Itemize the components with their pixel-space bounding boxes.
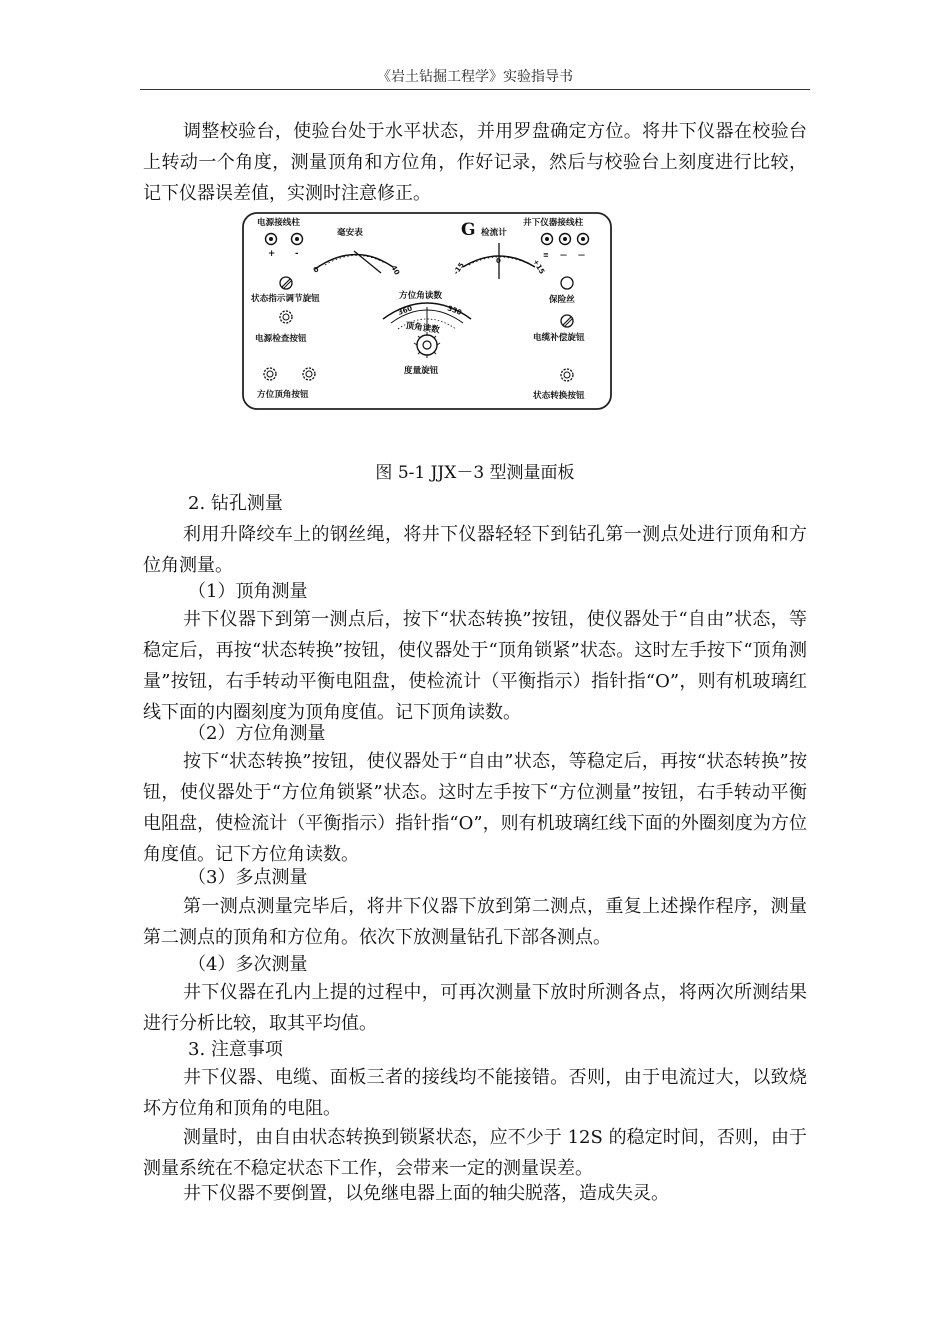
cable-comp-knob-icon [561, 315, 573, 327]
fuse-icon [561, 277, 573, 289]
section2-intro: 利用升降绞车上的钢丝绳，将井下仪器轻轻下到钻孔第一测点处进行顶角和方位角测量。 [143, 524, 807, 576]
subsection2-heading: （2）方位角测量 [188, 723, 326, 744]
status-adjust-knob-label: 状态指示调节旋钮 [251, 294, 320, 304]
terminal-symbol-3: — [578, 251, 585, 259]
downhole-terminal-label: 井下仪器接线柱 [523, 218, 584, 228]
azimuth-button-gear-icon [264, 368, 276, 380]
terminal-symbol-1: ≡ [543, 251, 549, 259]
power-check-gear-icon [280, 311, 292, 323]
galv-right-label: +15 [531, 258, 547, 276]
power-terminal-label: 电源接线柱 [257, 218, 300, 228]
section3-paragraph-3: 井下仪器不要倒置，以免继电器上面的轴尖脱落，造成失灵。 [183, 1183, 669, 1204]
subsection1-text: 井下仪器下到第一测点后，按下“状态转换”按钮，使仪器处于“自由”状态，等稳定后，再按“状态转换”按钮，使仪器处于“顶角锁紧”状态。这时左手按下“顶角测量”按钮，右手转动平衡电阻盘，使检流计（平衡指示）指针指“O”，则有机玻璃红线下面的内圈刻度为顶角度值。记下顶角读数。 [143, 609, 807, 723]
terminal-symbol-2: — [560, 251, 567, 259]
subsection3-heading: （3）多点测量 [188, 867, 308, 888]
status-adjust-knob-icon [280, 277, 292, 289]
subsection4-heading: （4）多次测量 [188, 954, 308, 975]
galv-left-label: -15 [452, 261, 466, 277]
galvanometer-g: G [461, 220, 476, 240]
intro-paragraph: 调整校验台，使验台处于水平状态，并用罗盘确定方位。将井下仪器在校验台上转动一个角度，测量顶角和方位角，作好记录，然后与校验台上刻度进行比较，记下仪器误差值，实测时注意修正。 [143, 121, 807, 204]
azimuth-reading-label: 方位角读数 [399, 291, 442, 301]
subsection3-text: 第一测点测量完毕后，将井下仪器下放到第二测点，重复上述操作程序，测量第二测点的顶角和方位角。依次下放测量钻孔下部各测点。 [143, 896, 807, 948]
scale-label-right: 330 [446, 304, 463, 317]
section3-paragraph-1: 井下仪器、电缆、面板三者的接线均不能接错。否则，由于电流过大，以致烧坏方位角和顶角的电阻。 [143, 1067, 807, 1119]
running-header: 《岩土钻掘工程学》实验指导书 [377, 69, 573, 85]
milliammeter-dial [315, 251, 393, 273]
cable-comp-knob-label: 电缆补偿旋钮 [533, 333, 585, 343]
scale-label-left: 360 [396, 304, 414, 317]
figure-caption: 图 5-1 JJX－3 型测量面板 [375, 463, 575, 483]
subsection2-text: 按下“状态转换”按钮，使仪器处于“自由”状态，等稳定后，再按“状态转换”按钮，使仪器处于“方位角锁紧”状态。这时左手按下“方位测量”按钮，右手转动平衡电阻盘，使检流计（平衡指示）指针指“O”，则有机玻璃红线下面的外圈刻度为方位角度值。记下方位角读数。 [143, 751, 807, 865]
downhole-terminal-posts [542, 234, 589, 245]
plus-sign: + [268, 249, 276, 259]
power-terminal-posts [266, 234, 303, 245]
status-switch-gear-icon [561, 369, 573, 381]
section3-heading: 3. 注意事项 [188, 1039, 283, 1060]
meter-max-label: 40 [389, 264, 402, 277]
azimuth-incl-button-label: 方位顶角按钮 [257, 390, 309, 400]
section2-heading: 2. 钻孔测量 [188, 493, 283, 514]
minus-sign: - [295, 249, 299, 259]
inclination-button-gear-icon [303, 368, 315, 380]
degree-knob-label: 度量旋钮 [404, 366, 439, 376]
header-rule [140, 89, 810, 90]
meter-min-label: 0 [312, 265, 321, 275]
galv-zero-label: 0 [496, 257, 501, 265]
measurement-panel-figure [241, 211, 613, 411]
section3-paragraph-2: 测量时，由自由状态转换到锁紧状态，应不少于 12S 的稳定时间，否则，由于测量系统在不稳定状态下工作，会带来一定的测量误差。 [143, 1127, 807, 1179]
subsection4-text: 井下仪器在孔内上提的过程中，可再次测量下放时所测各点，将两次所测结果进行分析比较，取其平均值。 [143, 982, 807, 1034]
power-check-button-label: 电源检查按钮 [255, 334, 307, 344]
milliammeter-label: 毫安表 [337, 228, 363, 238]
subsection1-heading: （1）顶角测量 [188, 581, 308, 602]
galvanometer-label: 检流计 [481, 228, 507, 238]
fuse-label: 保险丝 [549, 295, 575, 305]
status-switch-button-label: 状态转换按钮 [533, 391, 585, 401]
inclination-reading-label: 顶角读数 [404, 321, 441, 336]
